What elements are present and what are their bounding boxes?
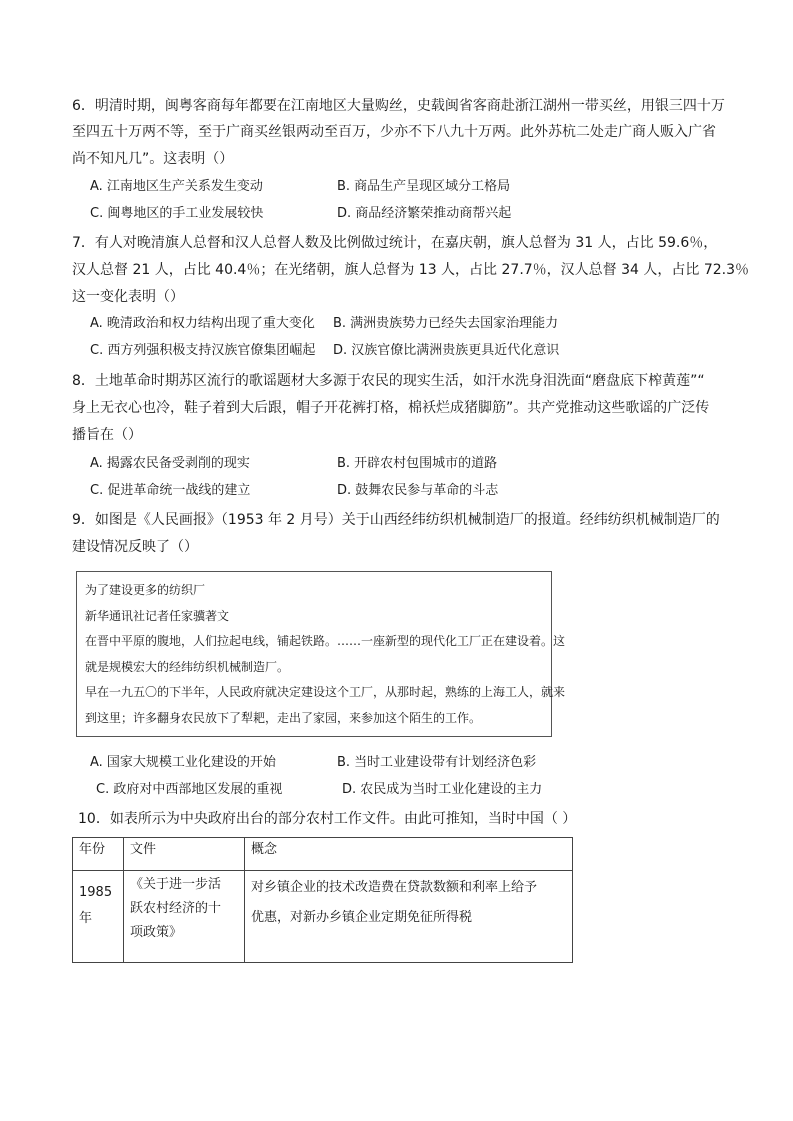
q8-stem-line-3: 播旨在（） bbox=[72, 427, 142, 443]
q6-stem-line-1: 6．明清时期，闽粤客商每年都要在江南地区大量购丝，史载闽省客商赴浙江湖州一带买丝，用银三四十万 bbox=[72, 98, 725, 114]
q9-option-d[interactable]: D. 农民成为当时工业化建设的主力 bbox=[342, 782, 543, 797]
q7-option-c[interactable]: C. 西方列强积极支持汉族官僚集团崛起 bbox=[90, 343, 316, 358]
q6-stem-line-2: 至四五十万两不等，至于广商买丝银两动至百万，少亦不下八九十万两。此外苏杭二处走广商人贩入广省 bbox=[72, 124, 716, 140]
q10-stem: 10．如表所示为中央政府出台的部分农村工作文件。由此可推知，当时中国（ ） bbox=[78, 811, 577, 827]
q8-option-b[interactable]: B. 开辟农村包围城市的道路 bbox=[337, 456, 498, 471]
q8-option-a[interactable]: A. 揭露农民备受剥削的现实 bbox=[90, 456, 250, 471]
q8-option-d[interactable]: D. 鼓舞农民参与革命的斗志 bbox=[337, 483, 499, 498]
q8-stem-line-2: 身上无衣心也冷，鞋子着到大后跟，帽子开花裤打格，棉袄烂成猪脚筋”。共产党推动这些歌谣的广泛传 bbox=[72, 400, 710, 416]
q6-option-a[interactable]: A. 江南地区生产关系发生变动 bbox=[90, 179, 263, 194]
q8-stem-line-1: 8．土地革命时期苏区流行的歌谣题材大多源于农民的现实生活，如汗水洗身泪洗面“磨盘底下榨黄莲”“ bbox=[72, 373, 705, 389]
q9-stem-line-1: 9．如图是《人民画报》（1953 年 2 月号）关于山西经纬纺织机械制造厂的报道。经纬纺织机械制造厂的 bbox=[72, 512, 720, 528]
q7-stem-line-1: 7．有人对晚清旗人总督和汉人总督人数及比例做过统计，在嘉庆朝，旗人总督为 31 人，占比 59.6％， bbox=[72, 235, 718, 251]
excerpt-line: 在晋中平原的腹地，人们拉起电线，铺起铁路。……一座新型的现代化工厂正在建设着。这 bbox=[85, 634, 566, 648]
cell-document: 《关于进一步活 跃农村经济的十 项政策》 bbox=[124, 871, 245, 963]
q6-option-c[interactable]: C. 闽粤地区的手工业发展较快 bbox=[90, 206, 264, 221]
q10-policy-table bbox=[72, 837, 573, 963]
excerpt-line: 到这里；许多翻身农民放下了犁耙，走出了家园，来参加这个陌生的工作。 bbox=[85, 710, 482, 725]
q6-stem-line-3: 尚不知凡几”。这表明（） bbox=[72, 151, 234, 167]
cell-year: 1985 年 bbox=[73, 871, 124, 963]
excerpt-byline: 新华通讯社记者任家骥著文 bbox=[85, 608, 230, 623]
header-year: 年份 bbox=[73, 838, 124, 871]
excerpt-title: 为了建设更多的纺织厂 bbox=[85, 583, 206, 597]
q6-option-b[interactable]: B. 商品生产呈现区域分工格局 bbox=[337, 179, 511, 194]
header-concept: 概念 bbox=[245, 838, 573, 871]
q9-option-c[interactable]: C. 政府对中西部地区发展的重视 bbox=[96, 782, 283, 797]
q7-option-a[interactable]: A. 晚清政治和权力结构出现了重大变化 bbox=[90, 316, 315, 331]
q6-option-d[interactable]: D. 商品经济繁荣推动商帮兴起 bbox=[337, 206, 512, 221]
q7-option-d[interactable]: D. 汉族官僚比满洲贵族更具近代化意识 bbox=[333, 343, 560, 358]
q8-option-c[interactable]: C. 促进革命统一战线的建立 bbox=[90, 483, 251, 498]
header-document: 文件 bbox=[124, 838, 245, 871]
q9-news-excerpt-box bbox=[76, 571, 566, 737]
q9-option-b[interactable]: B. 当时工业建设带有计划经济色彩 bbox=[337, 755, 537, 770]
q7-stem-line-2: 汉人总督 21 人，占比 40.4％；在光绪朝，旗人总督为 13 人，占比 27.7％，汉人总督 34 人，占比 72.3％ bbox=[72, 262, 750, 278]
q9-option-a[interactable]: A. 国家大规模工业化建设的开始 bbox=[90, 755, 276, 770]
excerpt-line: 就是规模宏大的经纬纺织机械制造厂。 bbox=[85, 659, 290, 674]
q7-option-b[interactable]: B. 满洲贵族势力已经失去国家治理能力 bbox=[333, 316, 559, 331]
q9-stem-line-2: 建设情况反映了（） bbox=[72, 539, 198, 555]
q7-stem-line-3: 这一变化表明（） bbox=[72, 289, 184, 305]
table-header-row bbox=[73, 838, 573, 871]
excerpt-line: 早在一九五〇的下半年，人民政府就决定建设这个工厂，从那时起，熟练的上海工人，就来 bbox=[85, 685, 566, 699]
table-row bbox=[73, 871, 573, 963]
cell-concept: 对乡镇企业的技术改造费在贷款数额和利率上给予 优惠，对新办乡镇企业定期免征所得税 bbox=[245, 871, 573, 963]
